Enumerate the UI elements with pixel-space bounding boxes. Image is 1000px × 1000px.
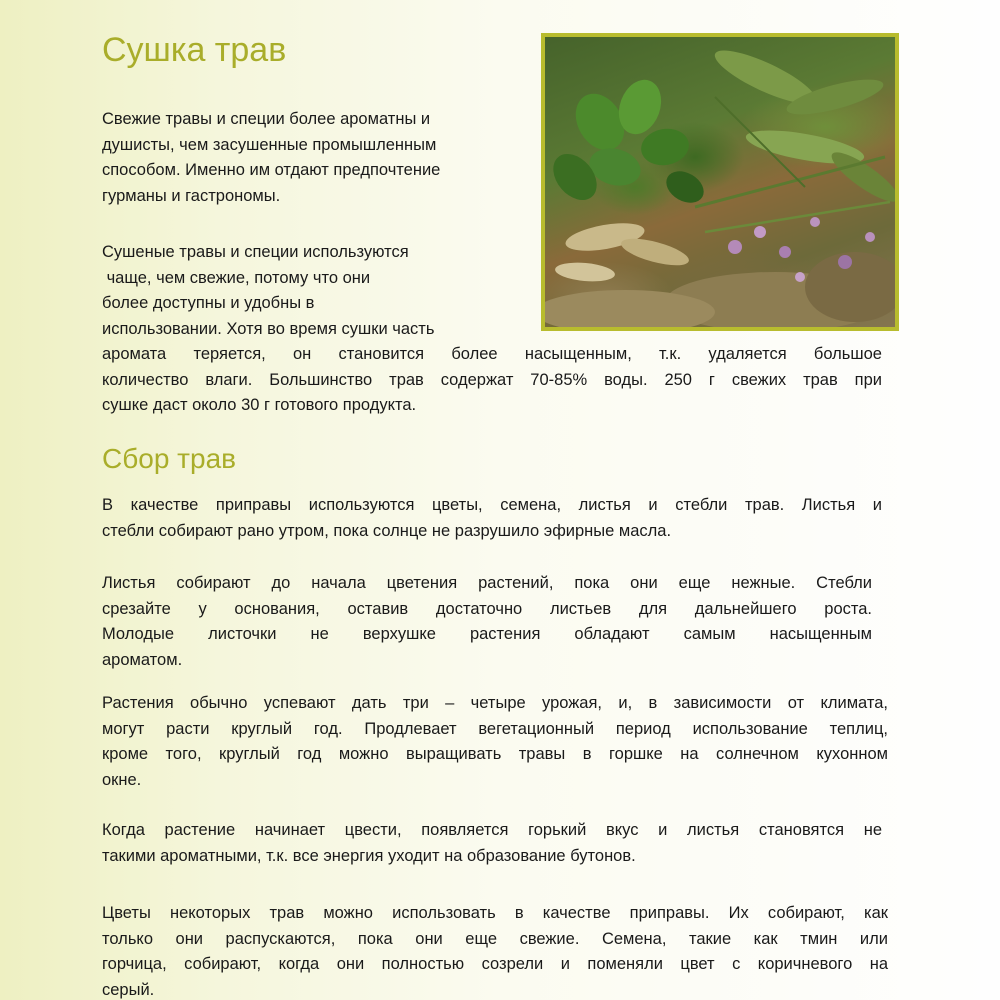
paragraph-fresh-herbs — [102, 107, 522, 209]
text-line: стебли собирают рано утром, пока солнце не разрушило эфирные масла. — [102, 521, 672, 540]
text-line: Свежие травы и специи более ароматны и — [102, 110, 431, 128]
text-line: только они распускаются, пока они еще свежие. Семена, такие как тмин или — [102, 929, 888, 948]
herbs-photo — [541, 33, 899, 331]
text-line: Листья собирают до начала цветения растений, пока они еще нежные. Стебли — [102, 574, 872, 592]
text-line: кроме того, круглый год можно выращивать травы в горшке на солнечном кухонном — [102, 745, 888, 763]
text-line: способом. Именно им отдают предпочтение — [102, 161, 441, 179]
text-line: окне. — [102, 770, 142, 789]
text-line: Сушеные травы и специи используются — [102, 243, 409, 261]
text-line: чаще, чем свежие, потому что они — [102, 268, 371, 287]
text-line: Молодые листочки не верхушке растения обладают самым насыщенным — [102, 625, 872, 643]
text-line: могут расти круглый год. Продлевает вегетационный период использование теплиц, — [102, 719, 888, 738]
text-line: Цветы некоторых трав можно использовать в качестве приправы. Их собирают, как — [102, 904, 888, 922]
text-line: горчица, собирают, когда они полностью созрели и поменяли цвет с коричневого на — [102, 955, 888, 973]
text-line: В качестве приправы используются цветы, семена, листья и стебли трав. Листья и — [102, 496, 882, 514]
paragraph-leaves — [102, 571, 872, 673]
section-title-drying: Сушка трав — [102, 31, 287, 69]
paragraph-harvests-per-year — [102, 691, 888, 793]
paragraph-dried-herbs-intro — [102, 240, 522, 342]
paragraph-flowers-seeds — [102, 901, 888, 1000]
text-line: такими ароматными, т.к. все энергия уходит на образование бутонов. — [102, 846, 636, 865]
paragraph-dried-herbs-continued — [102, 342, 882, 419]
text-line: аромата теряется, он становится более насыщенным, т.к. удаляется большое — [102, 345, 882, 363]
text-line: количество влаги. Большинство трав содержат 70-85% воды. 250 г свежих трав при — [102, 370, 882, 389]
text-line: ароматом. — [102, 650, 183, 669]
paragraph-flowering — [102, 818, 882, 869]
text-line: душисты, чем засушенные промышленным — [102, 135, 437, 154]
text-line: сушке даст около 30 г готового продукта. — [102, 396, 417, 414]
text-line: Когда растение начинает цвести, появляется горький вкус и листья становятся не — [102, 821, 882, 839]
section-title-harvesting: Сбор трав — [102, 443, 237, 474]
text-line: срезайте у основания, оставив достаточно листьев для дальнейшего роста. — [102, 599, 872, 618]
herbs-illustration — [545, 37, 895, 327]
text-line: более доступны и удобны в — [102, 294, 315, 312]
text-line: гурманы и гастрономы. — [102, 186, 281, 205]
paragraph-harvest-parts — [102, 493, 882, 544]
text-line: Растения обычно успевают дать три – четыре урожая, и, в зависимости от климата, — [102, 694, 888, 712]
text-line: использовании. Хотя во время сушки часть — [102, 319, 435, 338]
text-line: серый. — [102, 980, 155, 999]
